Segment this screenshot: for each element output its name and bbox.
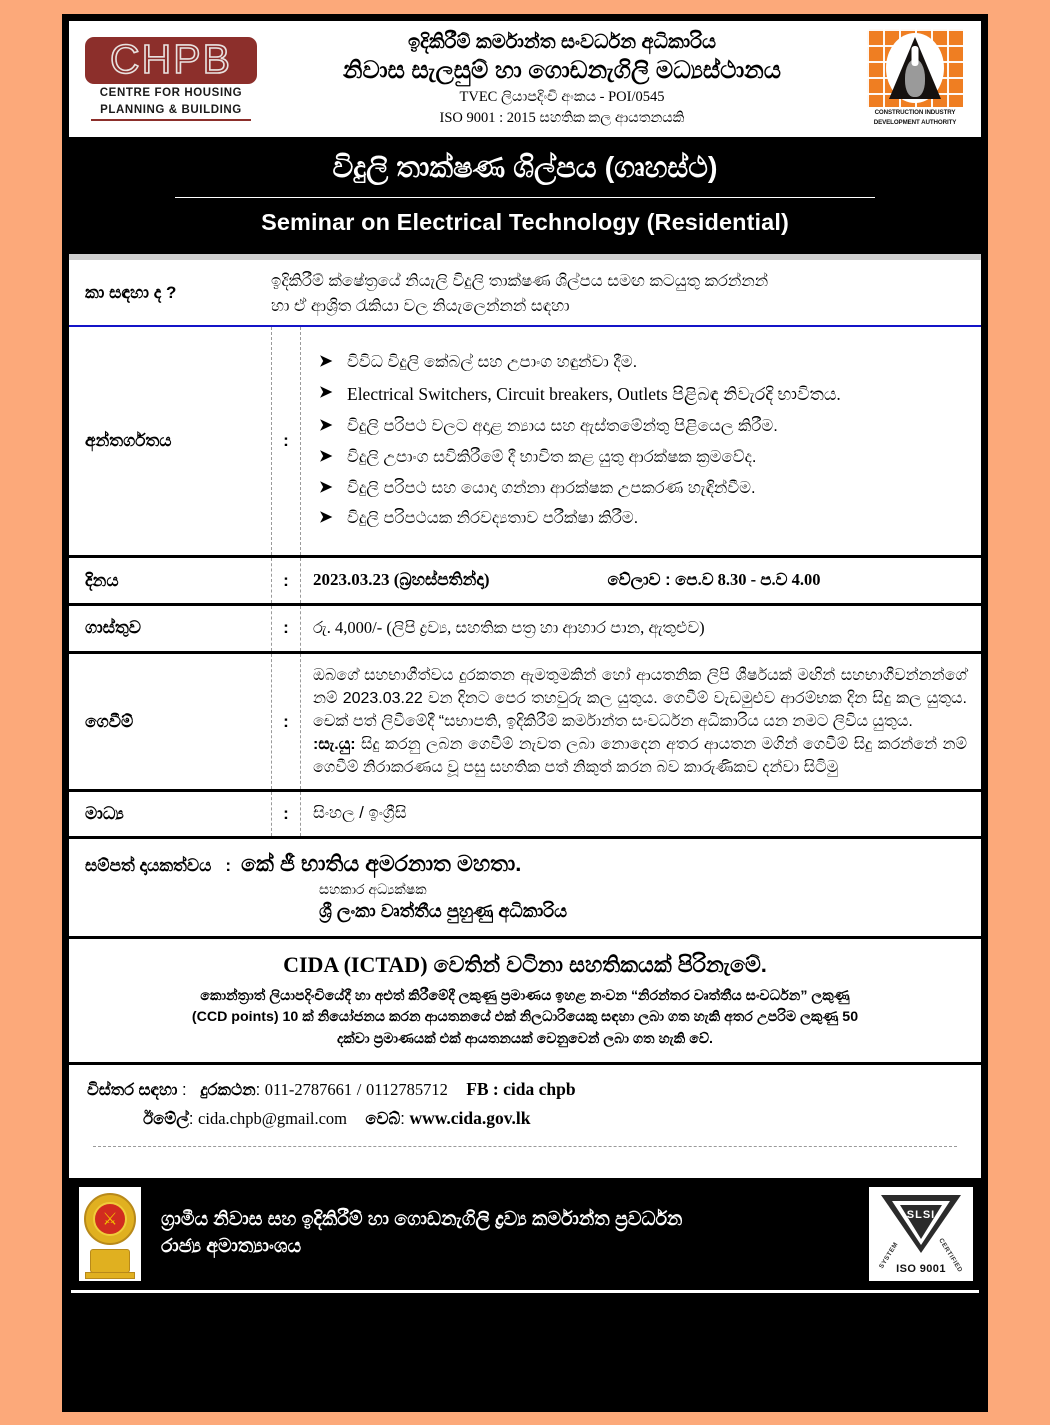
- table-row-date: [69, 558, 981, 603]
- document-header: [69, 21, 981, 137]
- fee-value: රු. 4,000/- (ලිපි ද්‍රව්‍ය, සහතික පත්‍ර හා ආහාර පාන, ඇතුළුව): [313, 618, 705, 637]
- certificate-notice: [69, 939, 981, 1062]
- content-bullet-item: [313, 478, 967, 500]
- audience-label: කා සඳහා ද ?: [85, 282, 177, 302]
- header-org-names: [257, 30, 867, 129]
- emblem-outer-ring: [84, 1193, 136, 1245]
- tvec-registration-line: TVEC ලියාපදිංචි අංකය - POI/0545: [459, 89, 665, 106]
- facebook-handle[interactable]: FB : cida chpb: [466, 1079, 576, 1100]
- fee-colon: :: [265, 606, 307, 651]
- content-value: [307, 327, 981, 555]
- content-bullet-text: විදුලි උපාංග සවිකිරීමේ දී භාවිත කළ යුතු ආරක්ෂක ක්‍රමවේද.: [347, 447, 757, 466]
- cida-logo: [867, 29, 963, 129]
- ministry-name: [141, 1207, 869, 1261]
- email-colon: :: [188, 1109, 194, 1128]
- phone-label: දුරකථන: [200, 1081, 256, 1100]
- bullet-arrow-icon: ➤: [319, 509, 333, 527]
- email-label: ඊමේල්: [143, 1109, 189, 1128]
- slsi-system-text: SYSTEM: [878, 1241, 900, 1271]
- chpb-logo: [85, 37, 257, 122]
- seminar-title-sinhala: විදුලි තාක්ෂණ ශිල්පය (ගෘහස්ථ): [332, 152, 718, 184]
- content-colon: :: [265, 327, 307, 555]
- bullet-arrow-icon: ➤: [319, 353, 333, 371]
- media-label: මාධ්‍ය: [85, 804, 124, 824]
- seminar-date: 2023.03.23 (බ්‍රහස්පතින්දා): [313, 570, 490, 590]
- content-bullet-text: Electrical Switchers, Circuit breakers, Outlets පිළිබඳ නිවැරදි භාවිතය.: [347, 384, 841, 405]
- table-row-audience: [69, 260, 981, 326]
- web-colon: :: [400, 1109, 405, 1128]
- resource-person-organization: ශ්‍රී ලංකා වෘත්තීය පුහුණු අධිකාරිය: [319, 901, 568, 921]
- bullet-arrow-icon: ➤: [319, 447, 333, 465]
- centre-name-sinhala: නිවාස සැලසුම් හා ගොඩනැගිලි මධ්‍යස්ථානය: [342, 57, 782, 85]
- title-banner: [63, 137, 987, 254]
- time-label: වේලාව :: [607, 571, 671, 590]
- flyer-page: [62, 14, 988, 1412]
- authority-name-sinhala: ඉදිකිරීම් කර්මාන්ත සංවර්ධන අධිකාරිය: [407, 30, 717, 53]
- chpb-logo-underline: [91, 119, 251, 121]
- content-bullet-item: [313, 508, 967, 530]
- seminar-time: පෙ.ව 8.30 - ප.ව 4.00: [675, 570, 821, 590]
- date-value-cell: [307, 558, 981, 603]
- chpb-logo-subtitle-2: PLANNING & BUILDING: [100, 103, 242, 116]
- email-address[interactable]: cida.chpb@gmail.com: [198, 1108, 348, 1128]
- slsi-certified-text: CERTIFIED: [937, 1237, 964, 1274]
- slsi-logo-label: SLSI: [906, 1209, 936, 1222]
- bullet-arrow-icon: ➤: [319, 478, 333, 496]
- payment-note-label: :සැ.යු:: [313, 736, 356, 754]
- emblem-inner-ring: [93, 1202, 127, 1236]
- audience-line-2: හා ඒ ආශ්‍රිත රැකියා වල නියැලෙන්නන් සඳහා: [271, 296, 570, 315]
- slsi-iso-logo: [869, 1187, 973, 1281]
- chpb-logo-subtitle-1: CENTRE FOR HOUSING: [99, 87, 243, 100]
- bullet-arrow-icon: ➤: [319, 417, 333, 435]
- sri-lanka-emblem-icon: [79, 1187, 141, 1281]
- certificate-heading-en: CIDA (ICTAD): [283, 952, 428, 977]
- payment-colon: :: [265, 654, 307, 789]
- certificate-body-line-1: කොන්ත්‍රාත් ලියාපදිංචියේදී හා අළුත් කිරීමේදී ලකුණු ප්‍රමාණය ඉහළ නංවන “නිරන්තර වෘත්තීය සංවර්ධන” ලකුණු: [200, 987, 850, 1004]
- content-bullet-text: විවිධ විදුලි කේබල් සහ උපාංග හඳුන්වා දීම.: [347, 353, 638, 372]
- fee-label: ගාස්තුව: [85, 618, 141, 638]
- footer-bottom-rule: [71, 1290, 979, 1293]
- title-divider: [175, 197, 875, 198]
- bullet-arrow-icon: ➤: [319, 384, 333, 402]
- phone-separator: /: [356, 1080, 362, 1100]
- date-label: දිනය: [85, 570, 119, 590]
- phone-number-primary[interactable]: 011-2787661: [264, 1080, 353, 1100]
- resource-person-colon: :: [225, 856, 231, 875]
- ministry-line-2: රාජ්‍ය අමාත්‍යාංශය: [161, 1236, 302, 1258]
- document-footer: [63, 1178, 987, 1290]
- certificate-heading-si: වෙතින් වටිනා සහතිකයක් පිරිනැමේ.: [427, 952, 767, 977]
- contact-line-phone: [87, 1075, 963, 1103]
- content-bullet-item: [313, 416, 967, 438]
- content-bullet-text: විදුලි පරිපථයක නිරවද්‍යතාව පරීක්ෂා කිරීම.: [347, 509, 639, 528]
- emblem-foot: [85, 1272, 135, 1279]
- payment-paragraph: ඔබගේ සහභාගීත්වය දුරකතන ඇමතුමකින් හෝ ආයතනික ලිපි ශීර්ෂයක් මඟින් සහභාගීවන්නන්ගේ නම් 2023.03.22 වන දිනට පෙර තහවුරු කල යුතුය. ගෙවීම් වැඩමුළුව ආරම්භක දින සිදු කල යුතුය. චෙක් පත් ලිවීමේදී “සභාපති, ඉදිකිරීම් කර්මාන්ත සංවර්ධන අධිකාරිය යන නමට ලිවිය යුතුය.: [313, 666, 967, 730]
- content-bullet-item: [313, 383, 967, 407]
- audience-line-1: ඉදිකිරීම් ක්ෂේත්‍රයේ නියැලි විදුලි තාක්ෂණ ශිල්පය සමඟ කටයුතු කරන්නන්: [271, 271, 769, 290]
- audience-value: [265, 260, 981, 326]
- content-bullet-list: [313, 337, 967, 545]
- table-row-media: [69, 792, 981, 836]
- content-bullet-text: විදුලි පරිපථ සහ යොදා ගන්නා ආරක්ෂක උපකරණ හැඳින්වීම.: [347, 478, 756, 497]
- web-label: වෙබ්: [365, 1109, 401, 1128]
- resource-person-designation: සහකාර අධ්‍යක්ෂක: [319, 881, 427, 897]
- table-row-resource-person: [69, 839, 981, 936]
- media-colon: :: [265, 792, 307, 836]
- certificate-body-line-3: දක්වා ප්‍රමාණයක් එක් ආයතනයක් වෙනුවෙන් ලබා ගත හැකි වේ.: [336, 1030, 714, 1047]
- chpb-logo-mark: [85, 37, 257, 85]
- website-url[interactable]: www.cida.gov.lk: [409, 1107, 531, 1128]
- cida-logo-mark: [867, 29, 963, 107]
- table-row-payment: [69, 654, 981, 789]
- content-bullet-text: විදුලි පරිපථ වලට අදාළ න්‍යාය සහ ඇස්තමේන්තු පිළියෙල කිරීම.: [347, 417, 778, 436]
- payment-note-text: සිදු කරනු ලබන ගෙවීම් නැවත ලබා නොදෙන අතර ආයතන මගින් ගෙවීම් සිදු කරන්නේ නම් ගෙවීම් නිරාකරණය වූ පසු සහතික පත් නිකුත් කරන බව කාරුණිකව දන්වා සිටිමු: [313, 736, 967, 777]
- certificate-body-line-2: (CCD points) 10 ක් නියෝජනය කරන ආයතනයේ එක් නිලධාරියෙකු සඳහා ලබා ගත හැකි අතර උපරිම ලකුණු 50: [191, 1009, 859, 1026]
- payment-note: [313, 733, 967, 779]
- phone-number-secondary[interactable]: 0112785712: [365, 1080, 448, 1100]
- emblem-lion-icon: ⚔: [102, 1209, 118, 1229]
- contact-line-email: [87, 1104, 963, 1132]
- slsi-iso-standard: ISO 9001: [896, 1263, 946, 1276]
- emblem-base: [90, 1249, 130, 1273]
- cida-logo-slot: [912, 46, 919, 66]
- iso-certification-line: ISO 9001 : 2015 සහතික කල ආයතනයකි: [439, 109, 685, 126]
- cida-logo-caption-1: CONSTRUCTION INDUSTRY: [874, 109, 956, 116]
- media-value: සිංහල / ඉංග්‍රීසි: [313, 804, 407, 823]
- seminar-time-group: [608, 568, 821, 593]
- content-bullet-item: [313, 352, 967, 374]
- details-table: [69, 254, 981, 1178]
- chpb-logo-letters: CHPB: [110, 35, 232, 82]
- phone-colon: :: [255, 1081, 261, 1100]
- payment-value-cell: [307, 654, 981, 789]
- table-row-fee: [69, 606, 981, 651]
- resource-person-heading: [69, 851, 981, 877]
- cida-logo-caption-2: DEVELOPMENT AUTHORITY: [873, 118, 957, 126]
- content-bullet-item: [313, 447, 967, 469]
- seminar-title-english: Seminar on Electrical Technology (Residential): [261, 209, 789, 236]
- date-colon: :: [265, 558, 307, 603]
- certificate-heading: [87, 951, 963, 980]
- resource-person-name: කේ ජී භාතිය අමරනාත මහතා.: [240, 851, 522, 876]
- contact-details-colon: :: [181, 1081, 187, 1100]
- contact-details-label: විස්තර සඳහා: [87, 1081, 178, 1100]
- ministry-line-1: ග්‍රාමීය නිවාස සහ ඉදිකිරීම් හා ගොඩනැගිලි ද්‍රව්‍ය කර්මාන්ත ප්‍රවර්ධන: [161, 1209, 683, 1231]
- payment-label: ගෙවීම්: [85, 711, 134, 731]
- resource-person-label: සම්පත් දායකත්වය: [85, 856, 212, 875]
- content-label: අන්තර්ගතය: [85, 431, 172, 451]
- table-row-content: [69, 327, 981, 555]
- contact-bottom-spacer: [87, 1147, 963, 1169]
- contact-details: [69, 1065, 981, 1175]
- date-time-row: [313, 568, 967, 593]
